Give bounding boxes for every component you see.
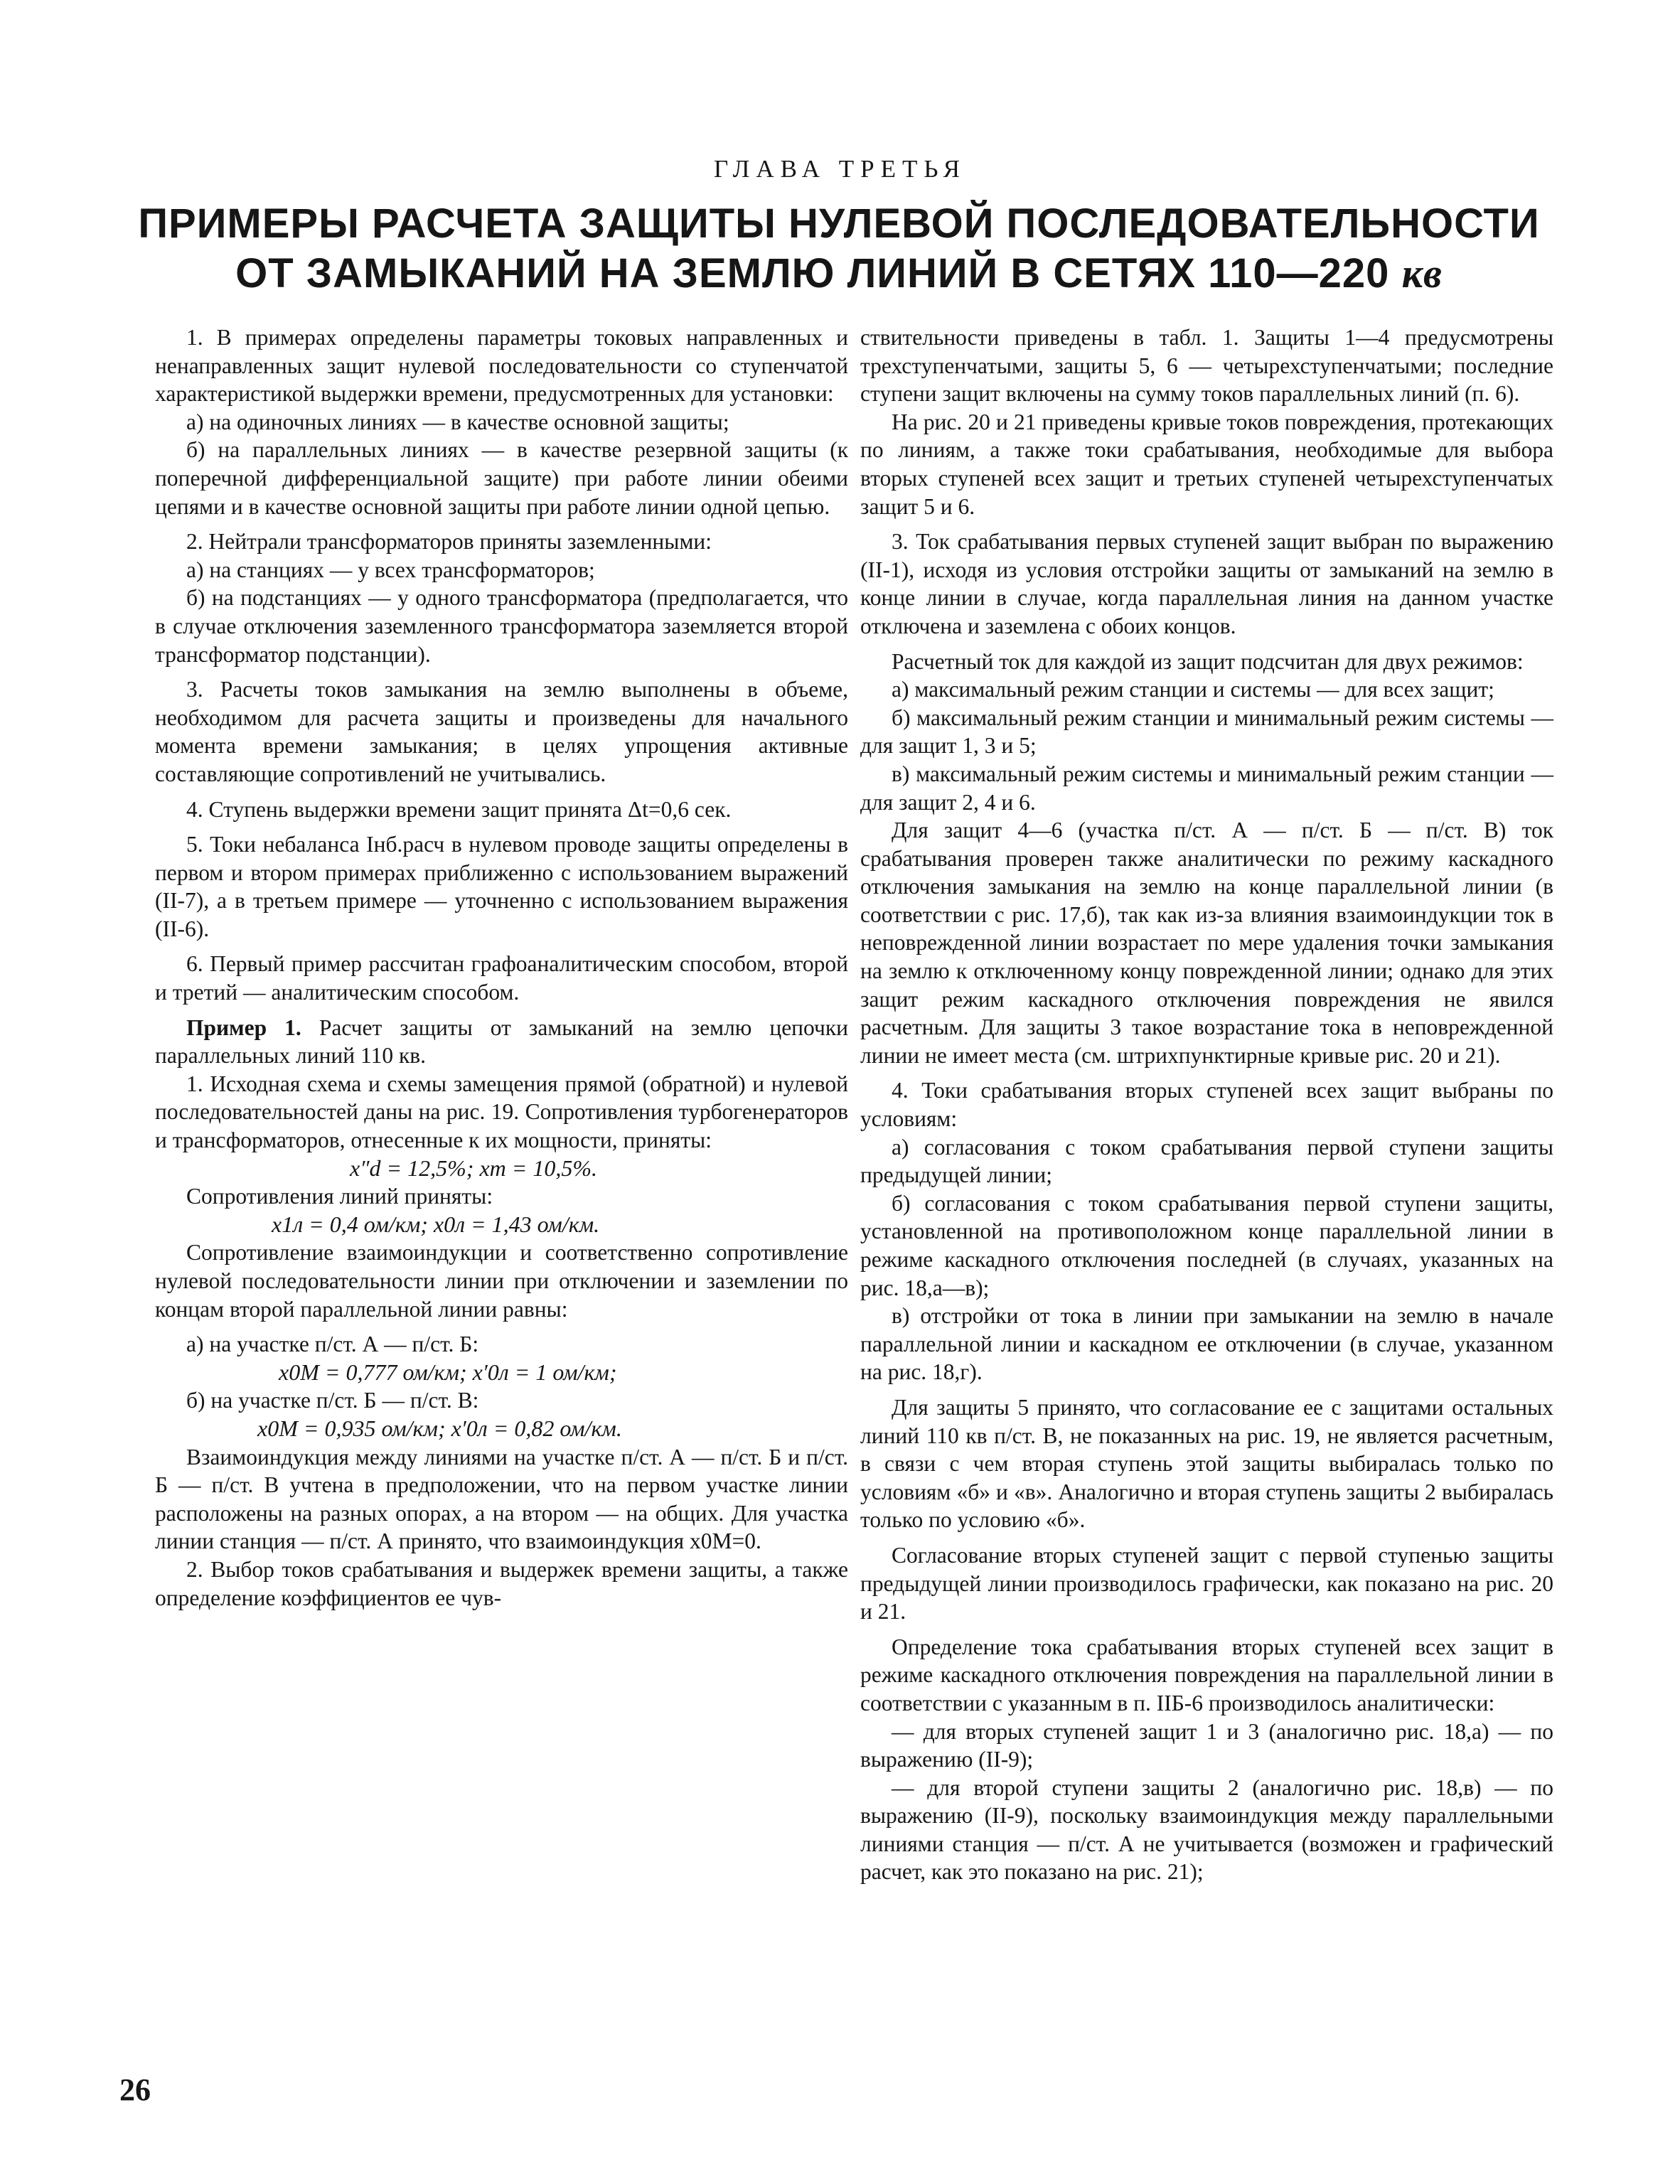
- list-item: — для вторых ступеней защит 1 и 3 (аналогично рис. 18,а) — по выражению (II-9);: [860, 1718, 1553, 1772]
- list-item: б) максимальный режим станции и минимальный режим системы — для защит 1, 3 и 5;: [860, 705, 1553, 759]
- chapter-title-line1: ПРИМЕРЫ РАСЧЕТА ЗАЩИТЫ НУЛЕВОЙ ПОСЛЕДОВАТЕЛЬНОСТИ: [138, 200, 1540, 247]
- formula: x1л = 0,4 ом/км; x0л = 1,43 ом/км.: [272, 1211, 600, 1237]
- list-item: в) максимальный режим системы и минимальный режим станции — для защит 2, 4 и 6.: [860, 761, 1553, 815]
- chapter-title-unit: кв: [1401, 250, 1443, 296]
- list-item: б) на параллельных линиях — в качестве резервной защиты (к поперечной дифференциальной защите) при работе линии обеими цепями и в качестве основной защиты при работе линии одной цепью.: [155, 437, 848, 519]
- paragraph: Сопротивления линий приняты:: [186, 1184, 493, 1209]
- paragraph: 3. Расчеты токов замыкания на землю выполнены в объеме, необходимом для расчета защиты и произведены для начального момента времени замыкания; в целях упрощения активные составляющие сопротивлений не учитывались.: [155, 677, 848, 786]
- paragraph: ствительности приведены в табл. 1. Защиты 1—4 предусмотрены трехступенчатыми, защиты 5, 6 — четырехступенчатыми; последние ступени защит включены на сумму токов параллельных линий (п. 6).: [860, 325, 1553, 407]
- paragraph: а) на участке п/ст. А — п/ст. Б:: [186, 1332, 479, 1357]
- paragraph: Для защит 4—6 (участка п/ст. А — п/ст. Б — п/ст. В) ток срабатывания проверен также аналитически по режиму каскадного отключения замыкания на землю на конце параллельной линии (в соответствии с рис. 17,б), так как из-за влияния взаимоиндукции ток в неповрежденной линии возрастает по мере удаления точки замыкания на землю к отключенному концу поврежденной линии; однако для этих защит режим каскадного отключения повреждения не явился расчетным. Для защиты 3 такое возрастание тока в неповрежденной линии не имеет места (см. штрихпунктирные кривые рис. 20 и 21).: [860, 818, 1553, 1068]
- paragraph: 3. Ток срабатывания первых ступеней защит выбран по выражению (II-1), исходя из условия отстройки защиты от замыканий на землю в конце линии в случае, когда параллельная линия на данном участке отключена и заземлена с обоих концов.: [860, 529, 1553, 638]
- chapter-label: ГЛАВА ТРЕТЬЯ: [714, 155, 966, 183]
- paragraph: 2. Нейтрали трансформаторов приняты заземленными:: [186, 529, 712, 555]
- left-column: [155, 323, 848, 1612]
- paragraph: 4. Ступень выдержки времени защит принята Δt=0,6 сек.: [186, 796, 732, 822]
- list-item: б) согласования с током срабатывания первой ступени защиты, установленной на противоположном конце параллельной линии в режиме каскадного отключения последней (в случаях, указанных на рис. 18,а—в);: [860, 1190, 1553, 1300]
- paragraph: Согласование вторых ступеней защит с первой ступенью защиты предыдущей линии производилось графически, как показано на рис. 20 и 21.: [860, 1542, 1553, 1624]
- list-item: а) на одиночных линиях — в качестве основной защиты;: [186, 409, 729, 434]
- list-item: а) максимальный режим станции и системы — для всех защит;: [892, 677, 1494, 702]
- list-item: а) на станциях — у всех трансформаторов;: [186, 557, 595, 582]
- paragraph: 1. Исходная схема и схемы замещения прямой (обратной) и нулевой последовательностей даны на рис. 19. Сопротивления турбогенераторов и трансформаторов, отнесенные к их мощности, приняты:: [155, 1071, 848, 1153]
- formula: x″d = 12,5%; xт = 10,5%.: [350, 1155, 597, 1181]
- paragraph: Сопротивление взаимоиндукции и соответственно сопротивление нулевой последовательности линии при отключении и заземлении по концам второй параллельной линии равны:: [155, 1240, 848, 1322]
- example-label: Пример 1.: [186, 1015, 301, 1040]
- paragraph: 5. Токи небаланса Iнб.расч в нулевом проводе защиты определены в первом и втором примерах приближенно с использованием выражений (II-7), а в третьем примере — уточненно с использованием выражения (II-6).: [155, 832, 848, 941]
- paragraph: Для защиты 5 принято, что согласование ее с защитами остальных линий 110 кв п/ст. В, не показанных на рис. 19, не является расчетным, в связи с чем вторая ступень этой защиты выбиралась только по условиям «б» и «в». Аналогично и вторая ступень защиты 2 выбиралась только по условию «б».: [860, 1394, 1553, 1533]
- paragraph: б) на участке п/ст. Б — п/ст. В:: [186, 1388, 479, 1413]
- paragraph: 4. Токи срабатывания вторых ступеней всех защит выбраны по условиям:: [860, 1078, 1553, 1132]
- chapter-title: [114, 199, 1564, 299]
- list-item: — для второй ступени защиты 2 (аналогично рис. 18,в) — по выражению (II-9), поскольку взаимоиндукция между параллельными линиями станция — п/ст. А не учитывается (возможен и графический расчет, как это показано на рис. 21);: [860, 1774, 1553, 1885]
- list-item: б) на подстанциях — у одного трансформатора (предполагается, что в случае отключения заземленного трансформатора заземляется второй трансформатор подстанции).: [155, 585, 848, 667]
- paragraph: На рис. 20 и 21 приведены кривые токов повреждения, протекающих по линиям, а также токи срабатывания, необходимые для выбора вторых ступеней всех защит и третьих ступеней четырехступенчатых защит 5 и 6.: [860, 409, 1553, 519]
- page-number: 26: [119, 2072, 151, 2107]
- paragraph: Взаимоиндукция между линиями на участке п/ст. А — п/ст. Б и п/ст. Б — п/ст. В учтена в предположении, что на первом участке линии расположены на разных опорах, а на втором — на общих. Для участка линии станция — п/ст. А принято, что взаимоиндукция x0M=0.: [155, 1444, 848, 1554]
- paragraph: Определение тока срабатывания вторых ступеней всех защит в режиме каскадного отключения повреждения на параллельной линии в соответствии с указанным в п. IIБ-6 производилось аналитически:: [860, 1634, 1553, 1715]
- right-column: [860, 323, 1553, 1886]
- list-item: а) согласования с током срабатывания первой ступени защиты предыдущей линии;: [860, 1134, 1553, 1188]
- formula: x0M = 0,777 ом/км; x′0л = 1 ом/км;: [279, 1359, 617, 1385]
- list-item: в) отстройки от тока в линии при замыкании на землю в начале параллельной линии и каскадном ее отключении (в случае, указанном на рис. 18,г).: [860, 1303, 1553, 1385]
- paragraph: Расчетный ток для каждой из защит подсчитан для двух режимов:: [892, 648, 1524, 674]
- paragraph: 6. Первый пример рассчитан графоаналитическим способом, второй и третий — аналитическим способом.: [155, 951, 848, 1005]
- formula: x0M = 0,935 ом/км; x′0л = 0,82 ом/км.: [257, 1415, 622, 1441]
- paragraph: 1. В примерах определены параметры токовых направленных и ненаправленных защит нулевой последовательности со ступенчатой характеристикой выдержки времени, предусмотренных для установки:: [155, 325, 848, 407]
- chapter-title-line2: [114, 249, 1564, 299]
- chapter-title-line2-text: ОТ ЗАМЫКАНИЙ НА ЗЕМЛЮ ЛИНИЙ В СЕТЯХ 110—220: [235, 250, 1390, 296]
- paragraph: 2. Выбор токов срабатывания и выдержек времени защиты, а также определение коэффициентов ее чув-: [155, 1556, 848, 1610]
- example-heading: [155, 1014, 848, 1070]
- example-text: Расчет защиты от замыканий на землю цепочки параллельных линий 110 кв.: [155, 1015, 848, 1069]
